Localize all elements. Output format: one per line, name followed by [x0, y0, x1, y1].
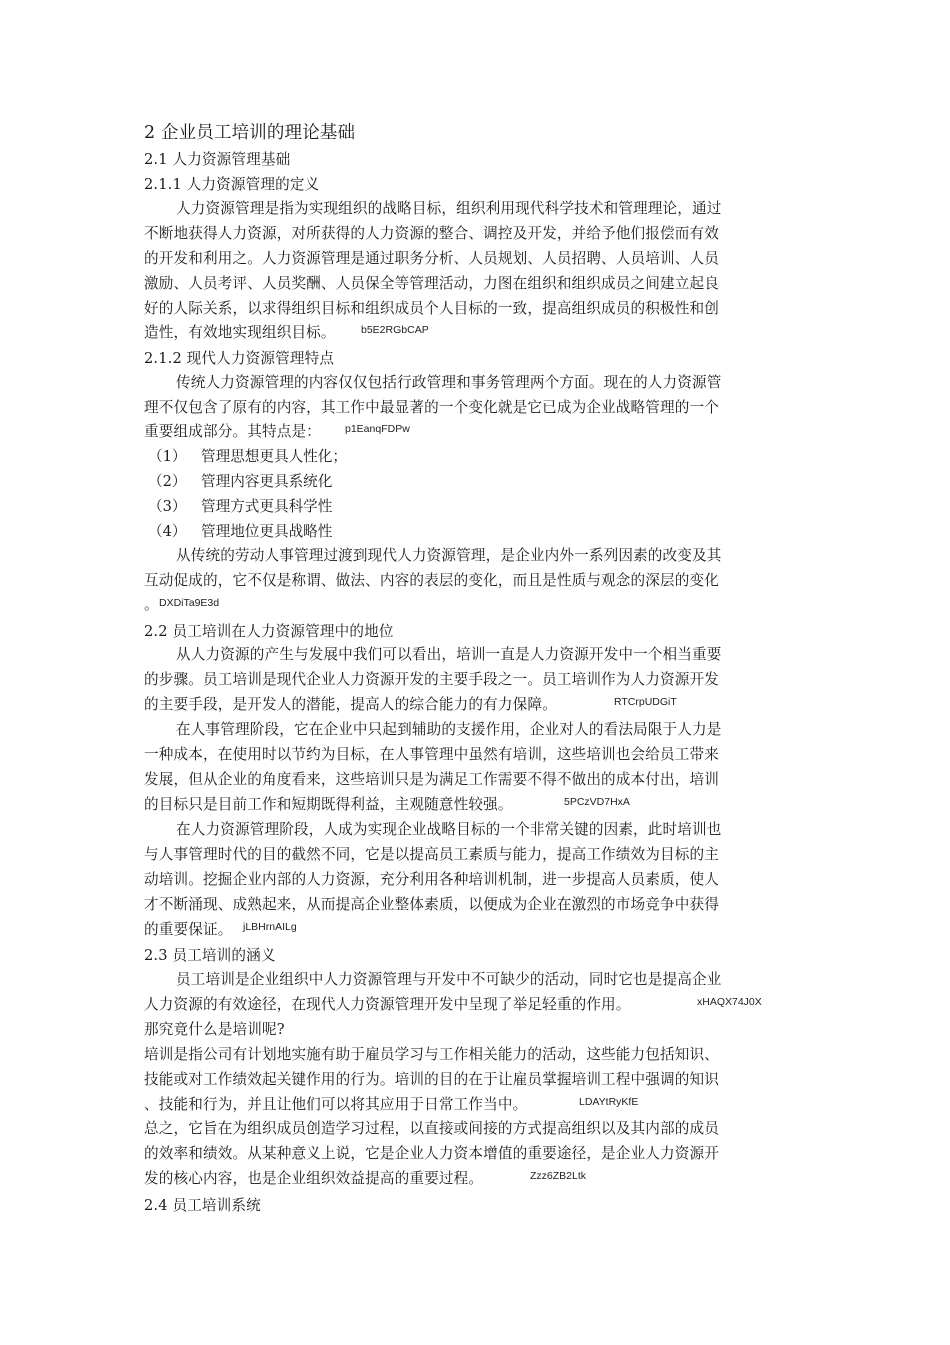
- paragraph-line: 。: [144, 596, 159, 613]
- paragraph-line: 不断地获得人力资源，对所获得的人力资源的整合、调控及开发，并给予他们报偿而有效: [144, 225, 720, 242]
- paragraph-line: 重要组成部分。其特点是：: [144, 423, 321, 440]
- paragraph-line: 动培训。挖掘企业内部的人力资源，充分利用各种培训机制，进一步提高人员素质，使人: [144, 871, 720, 888]
- document-code: RTCrpUDGiT: [614, 696, 677, 708]
- paragraph-line: 的主要手段，是开发人的潜能，提高人的综合能力的有力保障。: [144, 696, 557, 713]
- document-code: DXDiTa9E3d: [159, 597, 220, 609]
- paragraph-line: 才不断涌现、成熟起来，从而提高企业整体素质，以便成为企业在激烈的市场竞争中获得: [144, 896, 720, 913]
- paragraph-line: 互动促成的，它不仅是称谓、做法、内容的表层的变化，而且是性质与观念的深层的变化: [144, 572, 720, 589]
- paragraph-line: 员工培训是企业组织中人力资源管理与开发中不可缺少的活动，同时它也是提高企业: [176, 971, 722, 988]
- document-code: LDAYtRyKfE: [579, 1096, 639, 1108]
- paragraph-line: 在人力资源管理阶段，人成为实现企业战略目标的一个非常关键的因素，此时培训也: [176, 821, 722, 838]
- paragraph-line: 的重要保证。: [144, 921, 233, 938]
- section-heading-2-1-1: 2.1.1 人力资源管理的定义: [144, 176, 320, 193]
- paragraph-line: 激励、人员考评、人员奖酬、人员保全等管理活动，力图在组织和组织成员之间建立起良: [144, 275, 720, 292]
- section-heading-2-1: 2.1 人力资源管理基础: [144, 151, 291, 168]
- paragraph-line: 的目标只是目前工作和短期既得利益，主观随意性较强。: [144, 796, 513, 813]
- paragraph-line: 的步骤。员工培训是现代企业人力资源开发的主要手段之一。员工培训作为人力资源开发: [144, 671, 720, 688]
- paragraph-line: 从传统的劳动人事管理过渡到现代人力资源管理，是企业内外一系列因素的改变及其: [176, 547, 722, 564]
- paragraph-line: 发展，但从企业的角度看来，这些培训只是为满足工作需要不得不做出的成本付出，培训: [144, 771, 720, 788]
- paragraph-line: 一种成本，在使用时以节约为目标，在人事管理中虽然有培训，这些培训也会给员工带来: [144, 746, 720, 763]
- list-item-text: 管理方式更具科学性: [201, 498, 333, 515]
- paragraph-line: 好的人际关系，以求得组织目标和组织成员个人目标的一致，提高组织成员的积极性和创: [144, 300, 720, 317]
- section-heading-2-1-2: 2.1.2 现代人力资源管理特点: [144, 350, 335, 367]
- list-item-text: 管理地位更具战略性: [201, 523, 333, 540]
- paragraph-line: 与人事管理时代的目的截然不同，它是以提高员工素质与能力，提高工作绩效为目标的主: [144, 846, 720, 863]
- paragraph-line: 人力资源的有效途径，在现代人力资源管理开发中呈现了举足轻重的作用。: [144, 996, 631, 1013]
- document-code: Zzz6ZB2Ltk: [530, 1170, 587, 1182]
- list-item-number: （2）: [148, 473, 187, 490]
- section-heading-2-2: 2.2 员工培训在人力资源管理中的地位: [144, 623, 394, 640]
- paragraph-line: 造性，有效地实现组织目标。: [144, 324, 336, 341]
- document-code: b5E2RGbCAP: [361, 324, 429, 336]
- paragraph-line: 理不仅包含了原有的内容，其工作中最显著的一个变化就是它已成为企业战略管理的一个: [144, 399, 720, 416]
- section-heading-2-4: 2.4 员工培训系统: [144, 1197, 261, 1214]
- paragraph-line: 技能或对工作绩效起关键作用的行为。培训的目的在于让雇员掌握培训工程中强调的知识: [144, 1071, 720, 1088]
- document-code: p1EanqFDPw: [345, 423, 410, 435]
- chapter-heading: 2 企业员工培训的理论基础: [144, 123, 356, 143]
- document-code: xHAQX74J0X: [697, 996, 762, 1008]
- paragraph-line: 传统人力资源管理的内容仅仅包括行政管理和事务管理两个方面。现在的人力资源管: [176, 374, 722, 391]
- paragraph-line: 的开发和利用之。人力资源管理是通过职务分析、人员规划、人员招聘、人员培训、人员: [144, 250, 720, 267]
- paragraph-line: 总之，它旨在为组织成员创造学习过程，以直接或间接的方式提高组织以及其内部的成员: [144, 1120, 720, 1137]
- list-item-number: （4）: [148, 523, 187, 540]
- document-code: jLBHrnAILg: [243, 921, 297, 933]
- paragraph-line: 发的核心内容，也是企业组织效益提高的重要过程。: [144, 1170, 484, 1187]
- paragraph-line: 的效率和绩效。从某种意义上说，它是企业人力资本增值的重要途径，是企业人力资源开: [144, 1145, 720, 1162]
- list-item-text: 管理思想更具人性化；: [201, 448, 347, 465]
- document-code: 5PCzVD7HxA: [564, 796, 630, 808]
- paragraph-line: 那究竟什么是培训呢?: [144, 1021, 285, 1038]
- paragraph-line: 在人事管理阶段，它在企业中只起到辅助的支援作用，企业对人的看法局限于人力是: [176, 721, 722, 738]
- paragraph-line: 从人力资源的产生与发展中我们可以看出，培训一直是人力资源开发中一个相当重要: [176, 646, 722, 663]
- section-heading-2-3: 2.3 员工培训的涵义: [144, 947, 276, 964]
- paragraph-line: 培训是指公司有计划地实施有助于雇员学习与工作相关能力的活动，这些能力包括知识、: [144, 1046, 720, 1063]
- paragraph-line: 、技能和行为，并且让他们可以将其应用于日常工作当中。: [144, 1096, 528, 1113]
- list-item-text: 管理内容更具系统化: [201, 473, 333, 490]
- list-item-number: （1）: [148, 448, 187, 465]
- list-item-number: （3）: [148, 498, 187, 515]
- paragraph-line: 人力资源管理是指为实现组织的战略目标，组织利用现代科学技术和管理理论，通过: [176, 200, 722, 217]
